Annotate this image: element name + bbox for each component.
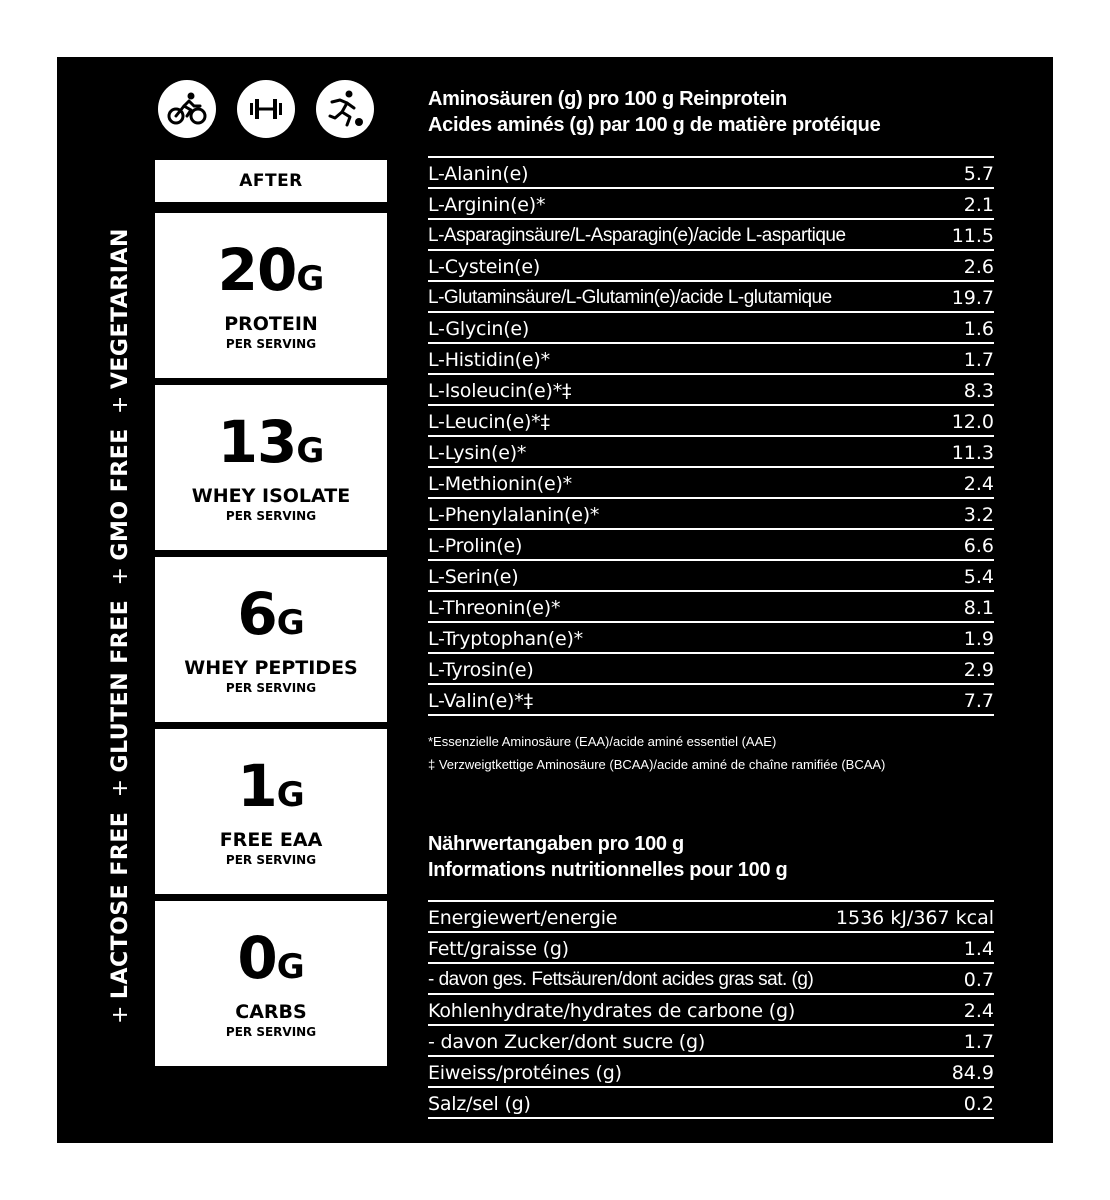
stat-value (155, 408, 387, 482)
row-name: L-Glutaminsäure/L-Glutamin(e)/acide L-glutamique (428, 287, 832, 308)
stat-box-protein (155, 213, 387, 378)
row-name: L-Arginin(e)* (428, 194, 546, 216)
amino-heading (428, 86, 1008, 138)
row-name: Kohlenhydrate/hydrates de carbone (g) (428, 1000, 796, 1022)
dumbbell-icon (237, 80, 295, 138)
row-name: L-Leucin(e)*‡ (428, 411, 550, 433)
claim-lactose-free: LACTOSE FREE (108, 811, 133, 1000)
row-value: 5.7 (963, 163, 994, 185)
row-value: 2.6 (963, 256, 994, 278)
stat-sub: PER SERVING (225, 681, 317, 695)
row-value: 7.7 (963, 690, 994, 712)
stat-unit: G (276, 603, 305, 643)
row-name: L-Tyrosin(e) (428, 659, 534, 681)
table-row (428, 530, 994, 561)
table-row (428, 189, 994, 220)
row-value: 1.4 (963, 938, 994, 960)
stat-sub: PER SERVING (225, 853, 317, 867)
claim-vegetarian: VEGETARIAN (108, 228, 133, 390)
dietary-claims (98, 228, 144, 1030)
stat-box-whey-isolate (155, 385, 387, 550)
table-row (428, 158, 994, 189)
row-value: 19.7 (951, 287, 994, 309)
stat-box-whey-peptides (155, 557, 387, 722)
plus-separator: + (108, 1005, 133, 1024)
row-value: 8.1 (963, 597, 994, 619)
row-name: L-Methionin(e)* (428, 473, 572, 495)
table-row (428, 1088, 994, 1119)
row-name: L-Prolin(e) (428, 535, 523, 557)
stat-sub: PER SERVING (225, 509, 317, 523)
plus-separator: + (108, 566, 133, 586)
row-value: 1.6 (963, 318, 994, 340)
stat-number: 1 (237, 752, 277, 820)
row-value: 0.7 (963, 969, 994, 991)
amino-title-de: Aminosäuren (g) pro 100 g Reinprotein (428, 88, 787, 110)
row-name: L-Tryptophan(e)* (428, 628, 583, 650)
stat-value (155, 236, 387, 310)
table-row (428, 344, 994, 375)
row-name: Eiweiss/protéines (g) (428, 1062, 622, 1084)
table-row (428, 282, 994, 313)
table-row (428, 499, 994, 530)
row-value: 11.5 (951, 225, 994, 247)
stat-box-carbs (155, 901, 387, 1066)
row-name: - davon ges. Fettsäuren/dont acides gras sat. (g) (428, 969, 814, 990)
table-row (428, 995, 994, 1026)
row-name: Fett/graisse (g) (428, 938, 569, 960)
table-row (428, 1026, 994, 1057)
nutrition-title-fr: Informations nutritionnelles pour 100 g (428, 859, 788, 881)
row-name: L-Threonin(e)* (428, 597, 561, 619)
row-name: L-Alanin(e) (428, 163, 529, 185)
stat-label: FREE EAA (219, 829, 323, 851)
running-ball-icon (316, 80, 374, 138)
table-row (428, 313, 994, 344)
plus-separator: + (108, 778, 133, 798)
stat-unit: G (276, 775, 305, 815)
stat-unit: G (296, 259, 325, 299)
stat-label: PROTEIN (224, 313, 318, 335)
stat-number: 20 (217, 236, 297, 304)
table-row (428, 654, 994, 685)
table-row (428, 437, 994, 468)
row-name: L-Valin(e)*‡ (428, 690, 533, 712)
note-eaa: *Essenzielle Aminosäure (EAA)/acide aminé essentiel (AAE) (428, 734, 777, 749)
row-value: 0.2 (963, 1093, 994, 1115)
stat-unit: G (276, 947, 305, 987)
row-value: 1.7 (963, 1031, 994, 1053)
timing-badge: AFTER (155, 160, 387, 202)
stat-unit: G (296, 431, 325, 471)
table-row (428, 902, 994, 933)
stat-value (155, 752, 387, 826)
table-row (428, 933, 994, 964)
amino-table (428, 156, 994, 716)
row-value: 2.4 (963, 1000, 994, 1022)
row-name: - davon Zucker/dont sucre (g) (428, 1031, 706, 1053)
amino-title-fr: Acides aminés (g) par 100 g de matière protéique (428, 114, 881, 136)
row-value: 3.2 (963, 504, 994, 526)
table-row (428, 964, 994, 995)
note-bcaa: ‡ Verzweigtkettige Aminosäure (BCAA)/acide aminé de chaîne ramifiée (BCAA) (428, 757, 886, 772)
nutrition-heading (428, 831, 1008, 883)
stat-number: 0 (237, 924, 277, 992)
row-name: L-Isoleucin(e)*‡ (428, 380, 572, 402)
row-name: Salz/sel (g) (428, 1093, 531, 1115)
row-name: L-Serin(e) (428, 566, 519, 588)
stat-label: WHEY PEPTIDES (184, 657, 358, 679)
plus-separator: + (108, 395, 133, 415)
stat-label: CARBS (235, 1001, 307, 1023)
row-value: 5.4 (963, 566, 994, 588)
row-value: 1.9 (963, 628, 994, 650)
row-name: Energiewert/energie (428, 907, 618, 929)
row-value: 1.7 (963, 349, 994, 371)
row-value: 1536 kJ/367 kcal (835, 907, 994, 929)
table-row (428, 220, 994, 251)
stat-number: 13 (217, 408, 297, 476)
table-row (428, 251, 994, 282)
table-row (428, 468, 994, 499)
table-row (428, 623, 994, 654)
row-value: 12.0 (951, 411, 994, 433)
nutrition-table (428, 900, 994, 1119)
table-row (428, 561, 994, 592)
claim-gluten-free: GLUTEN FREE (108, 599, 133, 773)
row-value: 8.3 (963, 380, 994, 402)
nutrition-title-de: Nährwertangaben pro 100 g (428, 833, 684, 855)
table-row (428, 592, 994, 623)
table-row (428, 685, 994, 716)
row-name: L-Lysin(e)* (428, 442, 527, 464)
row-value: 6.6 (963, 535, 994, 557)
row-name: L-Phenylalanin(e)* (428, 504, 600, 526)
row-value: 84.9 (951, 1062, 994, 1084)
row-name: L-Asparaginsäure/L-Asparagin(e)/acide L-aspartique (428, 225, 846, 246)
row-name: L-Glycin(e) (428, 318, 530, 340)
stat-sub: PER SERVING (225, 337, 317, 351)
row-value: 11.3 (951, 442, 994, 464)
table-row (428, 375, 994, 406)
stat-sub: PER SERVING (225, 1025, 317, 1039)
stat-value (155, 924, 387, 998)
table-row (428, 406, 994, 437)
claim-gmo-free: GMO FREE (108, 428, 133, 561)
stat-box-free-eaa (155, 729, 387, 894)
stat-label: WHEY ISOLATE (191, 485, 351, 507)
amino-footnotes (428, 730, 1008, 776)
row-name: L-Cystein(e) (428, 256, 541, 278)
table-row (428, 1057, 994, 1088)
row-value: 2.9 (963, 659, 994, 681)
row-name: L-Histidin(e)* (428, 349, 550, 371)
row-value: 2.4 (963, 473, 994, 495)
stat-value (155, 580, 387, 654)
cycling-icon (158, 80, 216, 138)
stat-number: 6 (237, 580, 277, 648)
row-value: 2.1 (963, 194, 994, 216)
